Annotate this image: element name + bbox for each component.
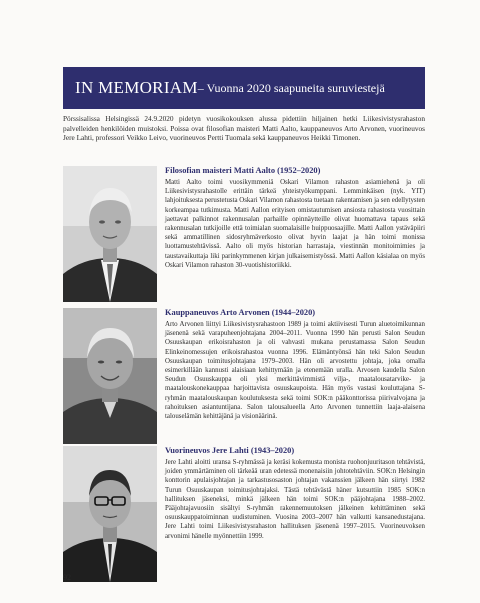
banner-title: IN MEMORIAM [75,78,198,97]
section-body: Arto Arvonen liittyi Liikesivistysrahastoon 1989 ja toimi aktiivisesti Turun aluetoimikunnan jäsenenä sekä varapuheenjohtajana 2004–2011. Vuonna 1990 hän perusti Salon Seudun Osuuskaupan erikoisrahaston ja oli vahvasti mukana perustamassa Salon Seudun Elinkeinomessujen erikoisrahastoa vuonna 1996. Elämäntyönsä hän teki Salon Seudun Osuuskaupan toimitusjohtajana 1979–2003. Hän oli arvostettu johtaja, joka omalla esimerkillään kannusti alaisiaan kehittymään ja etenemään uralla. Arvosen kaudella Salon Seudun Osuuskauppa oli yksi merkittävimmistä vilja-, maatalousatarvike- ja maatalouskonekauppaa harjoittavista osuuskaupoista. Hän myös vastasi kouluttajana S-ryhmän maatalouskaupan koulutuksesta sekä toimi SOK:n pääkonttorissa piirivalvojana ja rahoituksen asiantuntijana. Salon talousalueella Arto Arvonen tunnettiin laaja-alaisena talouselämän kehittäjänä ja visionäärinä. [165,321,425,421]
section-body: Jere Lahti aloitti uransa S-ryhmässä ja keräsi kokemusta monista ruohonjuuritason tehtävistä, joiden ymmärtäminen oli tärkeää uran edetessä monenaisiin johtotehtäviin. SOK:n Helsingin konttorin apulaisjohtajan ja tarkastusosaston johtajan vakanssien jälkeen hän siirtyi 1982 Turun Osuuskaupan toimitusjohtajaksi. Tästä tehtävästä häner kutsuttiin 1985 SOK:n hallituksen jäseneksi, minkä jälkeen hän toimi SOK:n pääjohtajana 1988–2002. Pääjohtajavuosiin sisältyi S-ryhmän rakennemuutoksen jälkeinen kehittäminen sekä osuuskauppatoiminnan uudistuminen. Vuosina 2003–2007 hän valkutti kansanedustajana. Jere Lahti toimi Liikesivistysrahaston hallituksen jäsenenä 1997–2015. Vuorineuvoksen arvonimi hänelle myönnettiin 1999. [165,459,425,540]
section-heading: Kauppaneuvos Arto Arvonen (1944–2020) [165,308,316,317]
portrait-illustration [63,446,157,582]
section-heading: Filosofian maisteri Matti Aalto (1952–2020) [165,166,321,175]
section-body: Matti Aalto toimi vuosikymmeniä Oskari Vilamon rahaston asiamiehenä ja oli Liikesivistysrahastolle erittäin tärkeä yhteistyökumppani. Lemminkäisen (nyk. YIT) lahjoituksesta perustetusta Oskari Vilamon rahastosta tuetaan rakentamisen ja sen edellytysten korkeampaa tutkimusta. Matti Aallon erityisen omistautumisen ansiosta rahastosta vuosittain jaettavat palkinnot rakennusalan parhaille opinnäytteille olivat huomattava tapaus sekä rakennusalan tutkijoille että toimialan suomalaisille huippuosaajille. Matti Aallon ystäväpiiri sekä ammatillinen sidosryhmäverkosto olivat hyvin laajat ja hän toimi monissa luottamustehtävissä. Aalto oli myös historian harrastaja, viestinnän monitoimimies ja taustavaikuttaja liki parinkymmenen kirjan julkaisemistyössä. Matti Aallon käsialaa on myös Oskari Vilamon rahaston 30-vuotishistoriikki. [165,179,425,269]
section-matti-aalto [165,166,425,270]
intro-paragraph: Pörssisalissa Helsingissä 24.9.2020 pidetyn vuosikokouksen alussa pidettiin hiljainen hetki Liikesivistysrahaston palvelleiden henkilöiden muistoksi. Poissa ovat filosofian maisteri Matti Aalto, kauppaneuvos Arto Arvonen, vuorineuvos Jere Lahti, professori Veikko Leivo, vuorineuvos Pertti Tuomala sekä kauppaneuvos Heikki Timonen. [63,114,425,143]
portrait-illustration [63,166,157,302]
portrait-photo-jere-lahti [63,446,157,582]
banner-subtitle: – Vuonna 2020 saapuneita suruviestejä [197,80,385,95]
section-heading: Vuorineuvos Jere Lahti (1943–2020) [165,446,295,455]
portrait-illustration [63,308,157,444]
portrait-photo-matti-aalto [63,166,157,302]
portrait-photo-arto-arvonen [63,308,157,444]
memoriam-banner [63,67,425,109]
section-arto-arvonen [165,308,425,421]
page-number: 92 [63,573,71,582]
section-jere-lahti [165,446,425,541]
